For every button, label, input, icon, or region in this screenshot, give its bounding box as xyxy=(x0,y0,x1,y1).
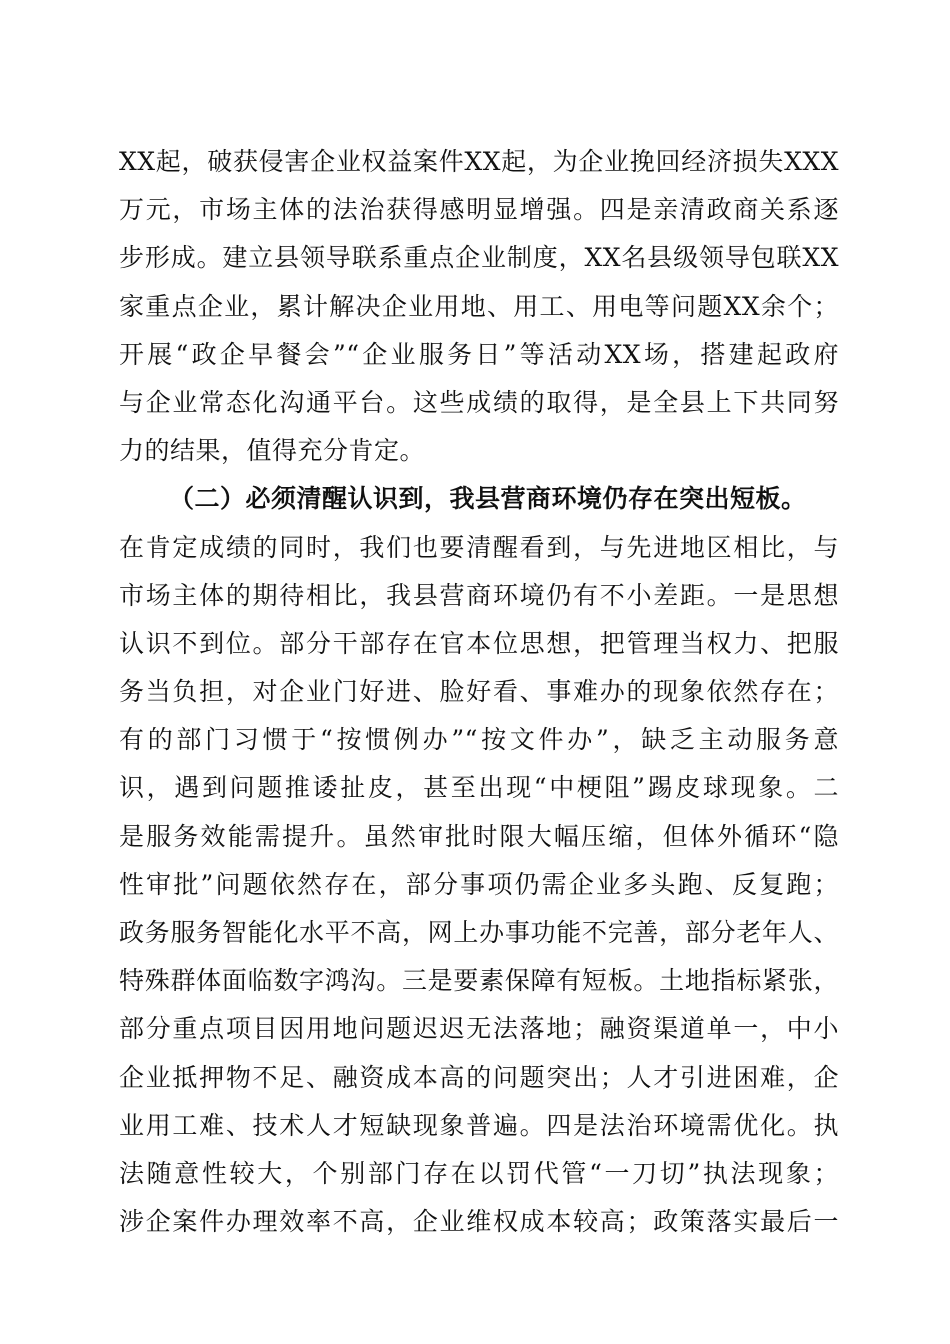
text-line: 开展“政企早餐会”“企业服务日”等活动XX场，搭建起政府 xyxy=(119,339,839,369)
text-line: 性审批”问题依然存在，部分事项仍需企业多头跑、反复跑； xyxy=(119,869,839,899)
text-line: 法随意性较大，个别部门存在以罚代管“一刀切”执法现象； xyxy=(119,1158,839,1188)
text-line: 认识不到位。部分干部存在官本位思想，把管理当权力、把服 xyxy=(119,628,839,658)
text-line: 在肯定成绩的同时，我们也要清醒看到，与先进地区相比，与 xyxy=(119,532,839,562)
text-line: 政务服务智能化水平不高，网上办事功能不完善，部分老年人、 xyxy=(119,918,839,947)
text-line: 市场主体的期待相比，我县营商环境仍有不小差距。一是思想 xyxy=(119,580,839,610)
text-line: 业用工难、技术人才短缺现象普遍。四是法治环境需优化。执 xyxy=(119,1110,839,1140)
text-line: 涉企案件办理效率不高，企业维权成本较高；政策落实最后一 xyxy=(119,1207,839,1237)
text-line: 部分重点项目因用地问题迟迟无法落地；融资渠道单一，中小 xyxy=(119,1014,839,1044)
text-line: 家重点企业，累计解决企业用地、用工、用电等问题XX余个； xyxy=(119,291,839,321)
text-line: XX起，破获侵害企业权益案件XX起，为企业挽回经济损失XXX xyxy=(119,147,839,176)
text-line: 有的部门习惯于“按惯例办”“按文件办”，缺乏主动服务意 xyxy=(119,725,839,755)
text-line: 特殊群体面临数字鸿沟。三是要素保障有短板。土地指标紧张， xyxy=(119,966,839,996)
text-line: 企业抵押物不足、融资成本高的问题突出；人才引进困难，企 xyxy=(119,1062,839,1092)
text-line: 识，遇到问题推诿扯皮，甚至出现“中梗阻”踢皮球现象。二 xyxy=(119,773,839,803)
section-heading xyxy=(119,475,839,523)
body-text xyxy=(119,138,839,1246)
text-line: 步形成。建立县领导联系重点企业制度，XX名县级领导包联XX xyxy=(119,243,839,273)
paragraph-end-line: 力的结果，值得充分肯定。 xyxy=(119,436,426,466)
text-line: 万元，市场主体的法治获得感明显增强。四是亲清政商关系逐 xyxy=(119,195,839,225)
text-line: 务当负担，对企业门好进、脸好看、事难办的现象依然存在； xyxy=(119,677,839,707)
text-line: 与企业常态化沟通平台。这些成绩的取得，是全县上下共同努 xyxy=(119,387,839,417)
text-line: 是服务效能需提升。虽然审批时限大幅压缩，但体外循环“隐 xyxy=(119,821,839,851)
section-heading-text: （二）必须清醒认识到，我县营商环境仍存在突出短板。 xyxy=(169,484,807,514)
